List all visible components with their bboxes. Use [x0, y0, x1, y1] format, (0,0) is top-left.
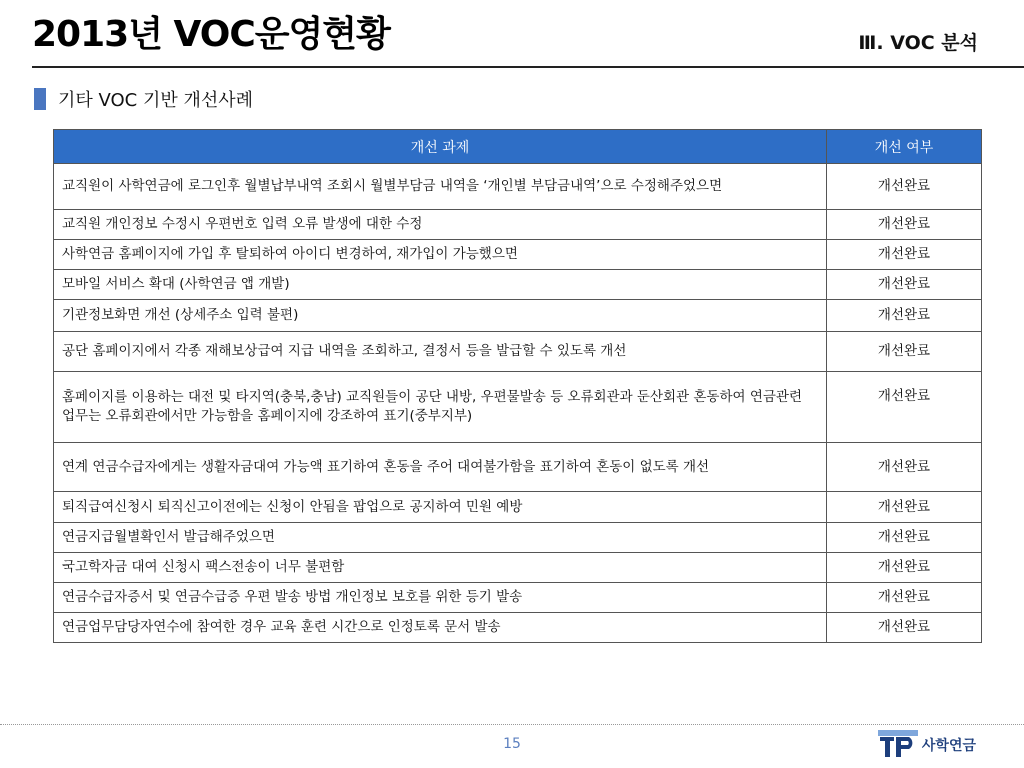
section-label: Ⅲ. VOC 분석	[858, 32, 978, 54]
footer-divider	[0, 724, 1024, 725]
status-cell: 개선완료	[827, 300, 982, 332]
table-row	[54, 523, 982, 553]
table-row	[54, 210, 982, 240]
status-cell: 개선완료	[827, 553, 982, 583]
header-divider	[32, 66, 1024, 68]
square-bullet-icon	[34, 88, 46, 110]
table-row	[54, 583, 982, 613]
status-cell: 개선완료	[827, 583, 982, 613]
status-cell: 개선완료	[827, 613, 982, 643]
task-cell: 사학연금 홈페이지에 가입 후 탈퇴하여 아이디 변경하여, 재가입이 가능했으면	[54, 240, 827, 270]
table-row	[54, 492, 982, 523]
task-cell: 교직원 개인정보 수정시 우편번호 입력 오류 발생에 대한 수정	[54, 210, 827, 240]
table-header-row	[54, 130, 982, 164]
column-header-status: 개선 여부	[827, 130, 982, 164]
table-row	[54, 164, 982, 210]
status-cell: 개선완료	[827, 332, 982, 372]
table-row	[54, 613, 982, 643]
task-cell: 연금지급월별확인서 발급해주었으면	[54, 523, 827, 553]
status-cell: 개선완료	[827, 164, 982, 210]
table-row	[54, 240, 982, 270]
improvement-table	[53, 129, 982, 643]
status-cell: 개선완료	[827, 443, 982, 492]
task-cell: 홈페이지를 이용하는 대전 및 타지역(충북,충남) 교직원들이 공단 내방, 우편물발송 등 오류회관과 둔산회관 혼동하여 연금관련 업무는 오류회관에서만 가능함을 홈페이지에 강조하여 표기(중부지부)	[54, 372, 827, 443]
status-cell: 개선완료	[827, 210, 982, 240]
status-cell: 개선완료	[827, 240, 982, 270]
task-cell: 연금수급자증서 및 연금수급증 우편 발송 방법 개인정보 보호를 위한 등기 발송	[54, 583, 827, 613]
tp-logo	[878, 730, 976, 760]
task-cell: 기관정보화면 개선 (상세주소 입력 불편)	[54, 300, 827, 332]
status-cell: 개선완료	[827, 270, 982, 300]
page-title: 2013년 VOC운영현황	[32, 14, 390, 55]
task-cell: 연계 연금수급자에게는 생활자금대여 가능액 표기하여 혼동을 주어 대여불가함을 표기하여 혼동이 없도록 개선	[54, 443, 827, 492]
task-cell: 퇴직급여신청시 퇴직신고이전에는 신청이 안됨을 팝업으로 공지하여 민원 예방	[54, 492, 827, 523]
task-cell: 모바일 서비스 확대 (사학연금 앱 개발)	[54, 270, 827, 300]
table-row	[54, 553, 982, 583]
table-row	[54, 300, 982, 332]
status-cell: 개선완료	[827, 492, 982, 523]
logo-text: 사학연금	[921, 738, 976, 754]
sub-heading	[34, 86, 253, 112]
task-cell: 교직원이 사학연금에 로그인후 월별납부내역 조회시 월별부담금 내역을 ‘개인별 부담금내역’으로 수정해주었으면	[54, 164, 827, 210]
tp-logo-icon	[878, 730, 918, 760]
task-cell: 연금업무담당자연수에 참여한 경우 교육 훈련 시간으로 인정토록 문서 발송	[54, 613, 827, 643]
task-cell: 공단 홈페이지에서 각종 재해보상급여 지급 내역을 조회하고, 결정서 등을 발급할 수 있도록 개선	[54, 332, 827, 372]
table-row	[54, 332, 982, 372]
page-number: 15	[503, 736, 521, 752]
table-row	[54, 270, 982, 300]
status-cell: 개선완료	[827, 372, 982, 443]
sub-heading-text: 기타 VOC 기반 개선사례	[58, 90, 254, 111]
column-header-task: 개선 과제	[54, 130, 827, 164]
table-row	[54, 443, 982, 492]
status-cell: 개선완료	[827, 523, 982, 553]
table-row	[54, 372, 982, 443]
task-cell: 국고학자금 대여 신청시 팩스전송이 너무 불편함	[54, 553, 827, 583]
